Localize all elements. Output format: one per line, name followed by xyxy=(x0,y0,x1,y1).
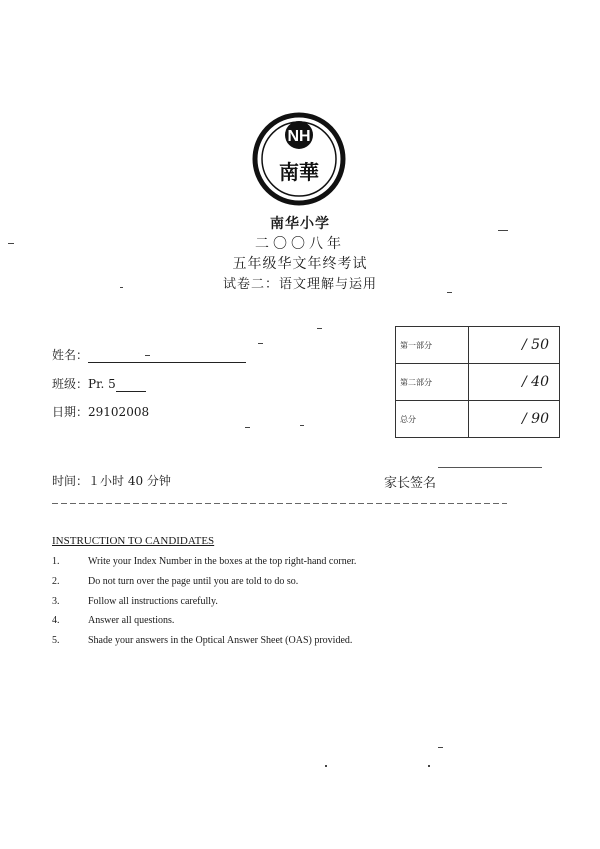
scan-speck xyxy=(8,243,14,244)
time-label: 时间：１小时 40 分钟 xyxy=(52,474,171,488)
item-text: Write your Index Number in the boxes at the top right-hand corner. xyxy=(88,556,357,567)
date-label: 日期： xyxy=(52,405,89,419)
scan-speck xyxy=(447,292,452,293)
instructions-list xyxy=(52,556,472,646)
name-label: 姓名： xyxy=(52,348,89,362)
score-value[interactable]: / 90 xyxy=(469,401,560,438)
scan-speck xyxy=(145,355,150,356)
exam-year: 二〇〇八年 xyxy=(255,236,345,252)
score-row xyxy=(396,327,560,364)
school-name: 南华小学 xyxy=(270,216,330,232)
exam-title: 五年级华文年终考试 xyxy=(232,256,368,272)
item-text: Follow all instructions carefully. xyxy=(88,596,218,607)
date-value: 29102008 xyxy=(88,405,150,419)
score-label: 第一部分 xyxy=(396,327,469,364)
class-value: Pr. 5 xyxy=(88,377,116,391)
scan-speck xyxy=(258,343,263,344)
scan-speck xyxy=(317,328,322,329)
scan-speck xyxy=(428,765,430,767)
score-value[interactable]: / 50 xyxy=(469,327,560,364)
score-row xyxy=(396,364,560,401)
item-text: Shade your answers in the Optical Answer Sheet (OAS) provided. xyxy=(88,635,353,646)
parent-signature-label: 家长签名 xyxy=(384,476,437,491)
item-text: Do not turn over the page until you are told to do so. xyxy=(88,576,299,587)
paper-title: 试卷二：语文理解与运用 xyxy=(222,277,377,292)
instructions-title: INSTRUCTION TO CANDIDATES xyxy=(52,535,215,547)
item-text: Answer all questions. xyxy=(88,615,175,626)
scan-speck xyxy=(245,427,250,428)
signature-line[interactable] xyxy=(438,467,542,468)
school-logo xyxy=(247,111,351,207)
class-blank[interactable] xyxy=(116,377,146,392)
item-number: 3. xyxy=(52,596,60,607)
score-label: 总分 xyxy=(396,401,469,438)
scan-speck xyxy=(325,765,327,767)
score-value[interactable]: / 40 xyxy=(469,364,560,401)
score-label: 第二部分 xyxy=(396,364,469,401)
item-number: 4. xyxy=(52,615,60,626)
score-table xyxy=(395,326,560,438)
scan-speck xyxy=(438,747,443,748)
class-field xyxy=(52,375,146,392)
scan-speck xyxy=(498,230,508,231)
item-number: 1. xyxy=(52,556,60,567)
name-blank[interactable] xyxy=(88,348,246,363)
date-field xyxy=(52,403,149,420)
item-number: 5. xyxy=(52,635,60,646)
score-row xyxy=(396,401,560,438)
scan-speck xyxy=(300,425,304,426)
separator-line xyxy=(52,503,507,504)
logo-initials: NH xyxy=(287,128,311,145)
item-number: 2. xyxy=(52,576,60,587)
logo-characters: 南華 xyxy=(279,160,319,184)
scan-speck xyxy=(120,287,123,288)
class-label: 班级： xyxy=(52,377,89,391)
